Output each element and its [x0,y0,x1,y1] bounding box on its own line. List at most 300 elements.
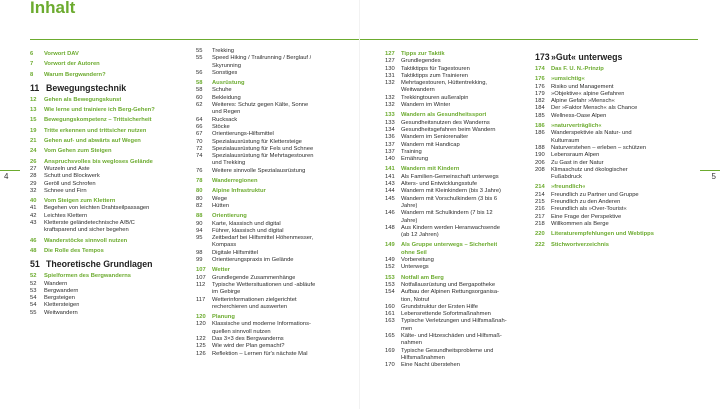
toc-entry [385,134,525,141]
toc-page-number: 214 [535,184,545,191]
toc-page-number: 133 [385,112,395,119]
toc-page-number: 72 [196,145,203,152]
toc-page-number: 132 [385,94,395,101]
toc-entry-title: Wandern mit Kleinkindern (bis 3 Jahre) [401,188,501,195]
toc-chapter [535,52,695,63]
toc-page-number: 190 [535,152,545,159]
toc-page-number: 133 [385,119,395,126]
toc-entry-title: Kälte- und Hitzeschäden und Hilfsmaß- [401,332,502,339]
toc-page-number: 186 [535,130,545,137]
toc-page-number: 82 [196,202,203,209]
toc-entry-title: »Objektive« alpine Gefahren [551,90,625,97]
toc-page-number: 216 [535,206,545,213]
toc-entry-title: Weiteres: Schutz gegen Kälte, Sonne [212,102,309,109]
toc-entry [196,297,344,304]
toc-section [30,159,170,166]
toc-page-number: 67 [196,131,203,138]
toc-page-number [196,329,212,336]
toc-page-number: 222 [535,241,545,248]
top-divider [30,39,698,40]
toc-entry [30,173,170,180]
toc-page-number: 145 [385,195,395,202]
toc-page-number: 134 [385,126,395,133]
toc-page-number: 78 [196,178,203,185]
toc-entry [535,206,695,213]
toc-section [535,242,695,249]
toc-entry-title: Bewegungstechnik [46,82,127,93]
toc-page-number: 184 [535,105,545,112]
toc-entry [385,311,525,318]
toc-entry [196,168,344,175]
toc-entry-title: Gesundheitsnutzen des Wanderns [401,119,490,126]
toc-entry-title: Wandern als Gesundheitssport [401,112,487,119]
toc-page-number: 220 [535,231,545,238]
toc-entry-title: Anspruchsvolles bis wegloses Gelände [44,158,153,165]
toc-entry [535,214,695,221]
toc-entry-title: Klassische und moderne Informations- [212,321,311,328]
toc-entry [385,297,525,304]
toc-entry-title: Wanderstöcke sinnvoll nutzen [44,237,128,244]
toc-entry [535,199,695,206]
toc-entry [196,48,344,55]
toc-entry-title: Lebensraum Alpen [551,152,600,159]
toc-page-number: 131 [385,72,395,79]
toc-page-number: 80 [196,188,203,195]
toc-entry [196,275,344,282]
toc-entry [535,130,695,137]
toc-page-number: 208 [535,166,545,173]
toc-entry-title: Alpine Infrastruktur [212,188,266,195]
toc-entry [385,58,525,65]
toc-entry-title: Wandern mit Vorschulkindern (3 bis 6 [401,195,498,202]
toc-page-number: 21 [30,138,37,145]
toc-entry-title: Wandern im Seniorenalter [401,134,469,141]
toc-entry [30,295,170,302]
toc-entry [196,336,344,343]
toc-entry [535,167,695,174]
toc-entry-title: »freundlich« [551,184,586,191]
toc-page-number: 40 [30,198,37,205]
toc-entry [535,174,695,181]
toc-entry [535,152,695,159]
toc-column-3 [385,48,525,369]
toc-entry [196,139,344,146]
toc-page-number: 24 [30,148,37,155]
toc-entry [385,264,525,271]
toc-entry-title: Wandern [44,280,68,287]
toc-section [30,273,170,280]
toc-page-number [535,174,551,181]
page-title: Inhalt [30,0,76,17]
toc-page-number: 55 [196,48,203,54]
toc-entry [196,146,344,153]
toc-section [385,242,525,249]
toc-entry-title: Unterwegs [401,264,429,271]
toc-entry-title: Leichtes Klettern [44,212,88,219]
toc-page-number: 160 [385,303,395,310]
toc-entry [385,289,525,296]
toc-entry-title: recherchieren und auswerten [212,303,288,310]
toc-entry-title: (ab 12 Jahren) [401,232,439,239]
toc-entry-title: Tipps zur Taktik [401,51,445,57]
toc-entry-title: Stöcke [212,123,230,130]
toc-entry [196,203,344,210]
toc-entry-title: Spezialausrüstung für Klettersteige [212,138,302,145]
toc-entry-title: Alpine Gefahr »Mensch« [551,98,615,105]
toc-entry [535,138,695,145]
toc-entry [385,73,525,80]
toc-page-number: 90 [196,220,203,227]
toc-page-number: 161 [385,311,395,318]
toc-entry-title: Wandern mit Schulkindern (7 bis 12 [401,210,493,217]
toc-entry-title: Der »Faktor Mensch« als Chance [551,105,638,112]
toc-entry [385,156,525,163]
toc-entry-title: Trekking [212,48,235,54]
page-number-right [700,170,720,183]
toc-page-number: 52 [30,280,37,287]
toc-entry-title: Führer, klassisch und digital [212,227,284,234]
toc-entry-title: Gesundheitsgefahren beim Wandern [401,126,496,133]
toc-section [30,128,170,135]
toc-entry [196,242,344,249]
toc-entry-title: Wie lerne und trainiere ich Berg-Gehen? [44,107,155,114]
toc-section [30,107,170,114]
toc-page-number: 8 [30,71,34,78]
toc-entry-title: Das F. U. N.-Prinzip [551,66,604,72]
toc-entry [30,302,170,309]
toc-entry [196,304,344,311]
toc-page-number: 58 [196,87,203,94]
toc-entry-title: Kompass [212,242,237,249]
toc-entry-title: Schnee und Firn [44,187,87,194]
toc-page-number: 176 [535,76,545,83]
toc-page-number: 62 [196,102,203,109]
toc-entry [196,63,344,70]
toc-page-number: 136 [385,134,395,141]
toc-entry-title: Digitale Hilfsmittel [212,249,259,256]
toc-entry-title: Spezialausrüstung für Mehrtagestouren [212,153,314,160]
toc-section [385,250,525,257]
toc-entry-title: Alters- und Entwicklungsstufe [401,181,478,188]
toc-page-number: 120 [196,321,206,328]
toc-entry [385,142,525,149]
toc-entry [196,131,344,138]
toc-entry [196,124,344,131]
toc-entry-title: »Gut« unterwegs [551,52,623,62]
toc-page-number: 127 [385,58,395,65]
toc-page-number: 153 [385,281,395,288]
toc-entry-title: Vom Steigen zum Klettern [44,198,116,205]
toc-page-number: 15 [30,117,37,124]
toc-entry-title: Orientierungs-Hilfsmittel [212,131,274,138]
toc-page-number: 117 [196,296,206,303]
toc-entry [30,205,170,212]
toc-entry [385,120,525,127]
toc-entry-title: Wellness-Oase Alpen [551,112,607,119]
toc-entry-title: Aufbau der Alpinen Rettungsorganisa- [401,289,499,296]
toc-entry-title: Warum Bergwandern? [44,71,106,78]
toc-page-number: 132 [385,80,395,87]
toc-entry-title: Das 3×3 des Bergwanderns [212,335,284,342]
toc-entry-title: Notfallausrüstung und Bergapotheke [401,281,496,288]
toc-section [535,231,695,238]
toc-page-number: 43 [30,220,37,227]
toc-section [30,138,170,145]
toc-page-number: 215 [535,199,545,206]
toc-entry [385,203,525,210]
toc-page-number: 32 [30,187,37,194]
toc-entry [385,95,525,102]
toc-page-number: 41 [30,205,37,212]
toc-entry [535,105,695,112]
toc-entry-title: und Regen [212,109,241,116]
toc-entry-title: Eine Nacht überstehen [401,362,460,369]
toc-page-number: 26 [30,158,37,165]
toc-section [385,166,525,173]
toc-page-number [385,355,401,362]
toc-entry [196,282,344,289]
toc-entry-title: Spielformen des Bergwanderns [44,273,131,280]
toc-page-number: 141 [385,173,395,180]
toc-page-number: 98 [196,249,203,256]
toc-entry-title: Planung [212,314,235,321]
toc-entry [196,160,344,167]
toc-entry-title: Gehen auf- und abwärts auf Wegen [44,138,141,145]
toc-entry-title: Aus Kindern werden Heranwachsende [401,224,500,231]
toc-entry [196,250,344,257]
toc-section [385,112,525,119]
toc-section [30,117,170,124]
toc-entry-title: Bewegungskompetenz – Trittsicherheit [44,117,152,124]
toc-entry-title: und Trekking [212,160,246,167]
toc-page-number: 58 [196,80,203,87]
toc-page-number: 11 [30,82,40,93]
toc-page-number: 130 [385,65,395,72]
toc-section [535,123,695,130]
toc-section [385,51,525,58]
toc-entry [30,227,170,234]
toc-entry [385,102,525,109]
toc-entry-title: Wandern im Winter [401,102,451,109]
toc-entry-title: Klettersteigen [44,302,80,309]
toc-chapter [30,83,170,94]
toc-page-number: 127 [385,51,395,57]
toc-page-number [385,326,401,333]
toc-entry-title: Weitwandern [401,87,435,94]
toc-entry [196,329,344,336]
toc-page-number: 60 [196,94,203,101]
toc-page-number: 182 [535,98,545,105]
toc-page-number: 27 [30,165,37,172]
toc-entry [196,235,344,242]
toc-page-number: 64 [196,116,203,123]
toc-column-1 [30,48,170,317]
toc-page-number: 54 [30,295,37,302]
toc-entry [196,87,344,94]
toc-section [196,188,344,195]
toc-entry-title: Jahre) [401,217,418,224]
toc-page-number: 169 [385,347,395,354]
toc-entry [385,355,525,362]
toc-entry-title: Weitwandern [44,309,78,316]
toc-page-number: 56 [196,69,203,76]
toc-page-number: 7 [30,61,34,68]
toc-section [30,148,170,155]
toc-entry [30,188,170,195]
toc-entry-title: Speed Hiking / Trailrunning / Berglauf / [212,55,312,62]
toc-entry [196,196,344,203]
toc-entry [30,166,170,173]
toc-entry [196,55,344,62]
toc-entry [385,127,525,134]
toc-entry-title: Karte, klassisch und digital [212,220,281,227]
toc-entry-title: Tritte erkennen und trittsicher nutzen [44,127,147,134]
toc-entry-title: Vom Gehen zum Steigen [44,148,112,155]
toc-entry-title: Literaturempfehlungen und Webtipps [551,231,654,238]
toc-page-number: 173 [535,52,550,62]
toc-section [196,267,344,274]
toc-entry-title: Typische Gesundheitsprobleme und [401,347,494,354]
toc-entry-title: tion, Notruf [401,296,430,303]
toc-entry-title: Zu Gast in der Natur [551,159,604,166]
toc-entry-title: Mehrtagestouren, Hüttentrekking, [401,80,488,87]
toc-page-number [196,160,212,167]
toc-entry [385,348,525,355]
toc-entry-title: Fußabdruck [551,174,582,181]
toc-entry-title: Ernährung [401,156,429,163]
toc-entry [196,221,344,228]
toc-entry-title: Freundlich als »Over-Tourist« [551,206,627,213]
toc-section [30,51,170,58]
toc-entry-title: Wandern mit Kindern [401,166,460,173]
toc-entry [30,288,170,295]
toc-entry [385,232,525,239]
toc-page-number: 140 [385,156,395,163]
toc-page-number: 19 [30,127,37,134]
toc-entry-title: Skyrunning [212,62,242,69]
toc-entry-title: Bergwandern [44,287,79,294]
toc-entry-title: Grundlegendes [401,58,441,65]
toc-entry-title: Typische Wettersituationen und -abläufe [212,281,316,288]
toc-page-number [196,63,212,70]
toc-page-number [385,297,401,304]
toc-page-number: 46 [30,237,37,244]
toc-entry [385,174,525,181]
toc-entry-title: Theoretische Grundlagen [46,259,153,270]
toc-page-number [196,304,212,311]
toc-entry [535,98,695,105]
toc-page-number: 76 [196,167,203,174]
toc-entry-title: Jahre) [401,202,418,209]
toc-entry-title: Kulturraum [551,137,580,144]
toc-entry [196,102,344,109]
toc-entry-title: nahmen [401,340,422,347]
toc-section [30,61,170,68]
toc-entry [385,362,525,369]
toc-entry [385,340,525,347]
toc-section [30,72,170,79]
toc-page-number: 70 [196,138,203,145]
toc-page-number: 153 [385,274,395,281]
toc-entry-title: Freundlich zu Partner und Gruppe [551,191,639,198]
toc-page-number [385,87,401,94]
toc-column-2 [196,48,344,358]
toc-page-number: 206 [535,159,545,166]
toc-page-number: 137 [385,148,395,155]
toc-section [196,213,344,220]
toc-page-number: 42 [30,212,37,219]
toc-page-number [196,109,212,116]
toc-chapter [30,259,170,270]
toc-page-number: 217 [535,213,545,220]
toc-page-number: 13 [30,107,37,114]
toc-page-number: 143 [385,181,395,188]
page-number-left [0,170,20,183]
toc-entry [535,145,695,152]
toc-page-number: 94 [196,227,203,234]
toc-entry-title: kraftsparend und sicher begehen [44,227,129,234]
toc-entry [385,80,525,87]
toc-entry [196,343,344,350]
toc-page-number: 170 [385,362,395,369]
toc-entry-title: »naturverträglich« [551,123,602,130]
toc-entry-title: Schutt und Blockwerk [44,173,100,180]
toc-entry [535,221,695,228]
toc-entry [385,257,525,264]
toc-page-number: 125 [196,343,206,350]
toc-entry [196,351,344,358]
toc-page-number: 218 [535,220,545,227]
toc-page-number: 141 [385,166,395,173]
toc-entry-title: Wie wird der Plan gemacht? [212,343,285,350]
toc-page-number: 214 [535,191,545,198]
toc-page-number [385,340,401,347]
toc-entry-title: Eine Frage der Perspektive [551,213,622,220]
toc-section [196,314,344,321]
toc-entry-title: Trekkingtouren außeralpin [401,94,469,101]
toc-page-number: 120 [196,314,206,321]
toc-entry [196,321,344,328]
toc-entry-title: Die Rolle des Tempos [44,247,104,254]
toc-page-number [196,242,212,249]
toc-entry-title: Weitere sinnvolle Spezialausrüstung [212,167,306,174]
page-gutter [359,0,360,409]
toc-entry-title: Kletterste geländetechnische A/B/C [44,220,135,227]
toc-entry-title: Hilfsmaßnahmen [401,354,445,361]
toc-page-number: 152 [385,264,395,271]
toc-page-number: 126 [196,350,206,357]
toc-entry [385,87,525,94]
toc-section [196,80,344,87]
toc-entry [385,318,525,325]
toc-entry [535,84,695,91]
toc-entry [385,66,525,73]
toc-entry-title: Hütten [212,202,230,209]
toc-entry [30,220,170,227]
toc-section [385,275,525,282]
toc-page-number: 6 [30,51,34,57]
toc-page-number: 122 [196,335,206,342]
toc-entry-title: Wetter [212,267,230,274]
toc-entry-title: Orientierung [212,213,247,220]
toc-page-number: 52 [30,273,37,280]
toc-entry-title: Grundstruktur der Ersten Hilfe [401,303,478,310]
toc-page-number: 29 [30,180,37,187]
toc-entry [196,257,344,264]
toc-entry-title: Wetterinformationen zielgerichtet [212,296,297,303]
toc-entry [30,310,170,317]
toc-page-number: 54 [30,302,37,309]
